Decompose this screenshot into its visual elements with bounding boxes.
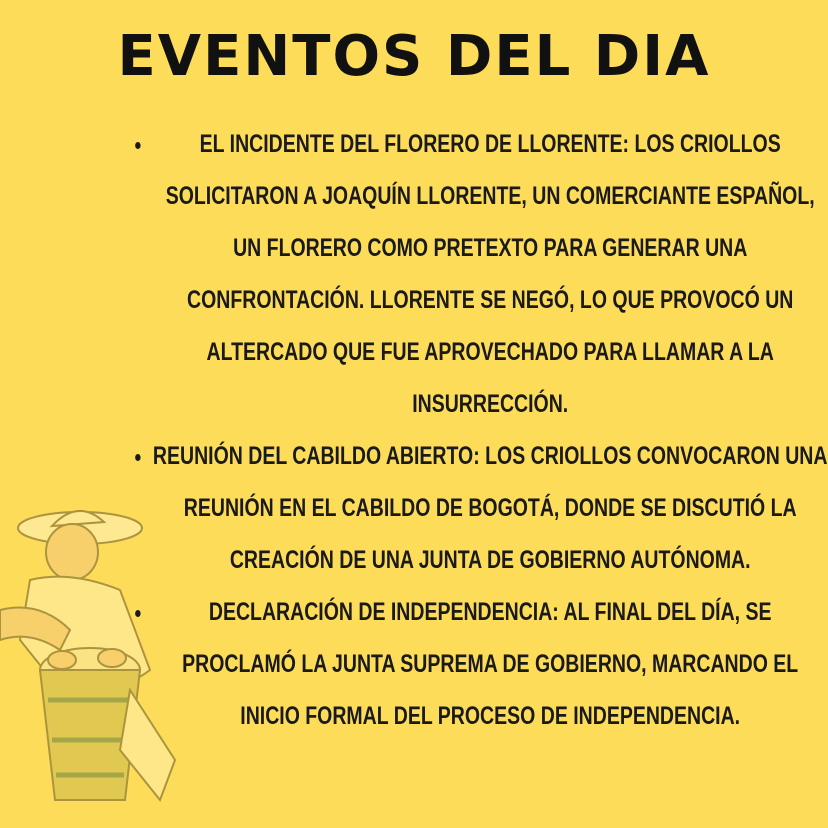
page-title: EVENTOS DEL DIA (117, 24, 711, 89)
list-item: • EL INCIDENTE DEL FLORERO DE LLORENTE: LOS CRIOLLOS SOLICITARON A JOAQUÍN LLORENTE, UN COMERCIANTE ESPAÑOL, UN FLORERO COMO PRETEXTO PARA GENERAR UNA CONFRONTACIÓN. LLORENTE SE NEGÓ, LO QUE PROVOCÓ UN ALTERCADO QUE FUE APROVECHADO PARA LLAMAR A LA INSURRECCIÓN. (151, 118, 828, 430)
events-list (110, 118, 828, 742)
list-item: • DECLARACIÓN DE INDEPENDENCIA: AL FINAL DEL DÍA, SE PROCLAMÓ LA JUNTA SUPREMA DE GOBIERNO, MARCANDO EL INICIO FORMAL DEL PROCESO DE INDEPENDENCIA. (151, 586, 828, 742)
list-item: • REUNIÓN DEL CABILDO ABIERTO: LOS CRIOLLOS CONVOCARON UNA REUNIÓN EN EL CABILDO DE BOGOTÁ, DONDE SE DISCUTIÓ LA CREACIÓN DE UNA JUNTA DE GOBIERNO AUTÓNOMA. (151, 430, 828, 586)
